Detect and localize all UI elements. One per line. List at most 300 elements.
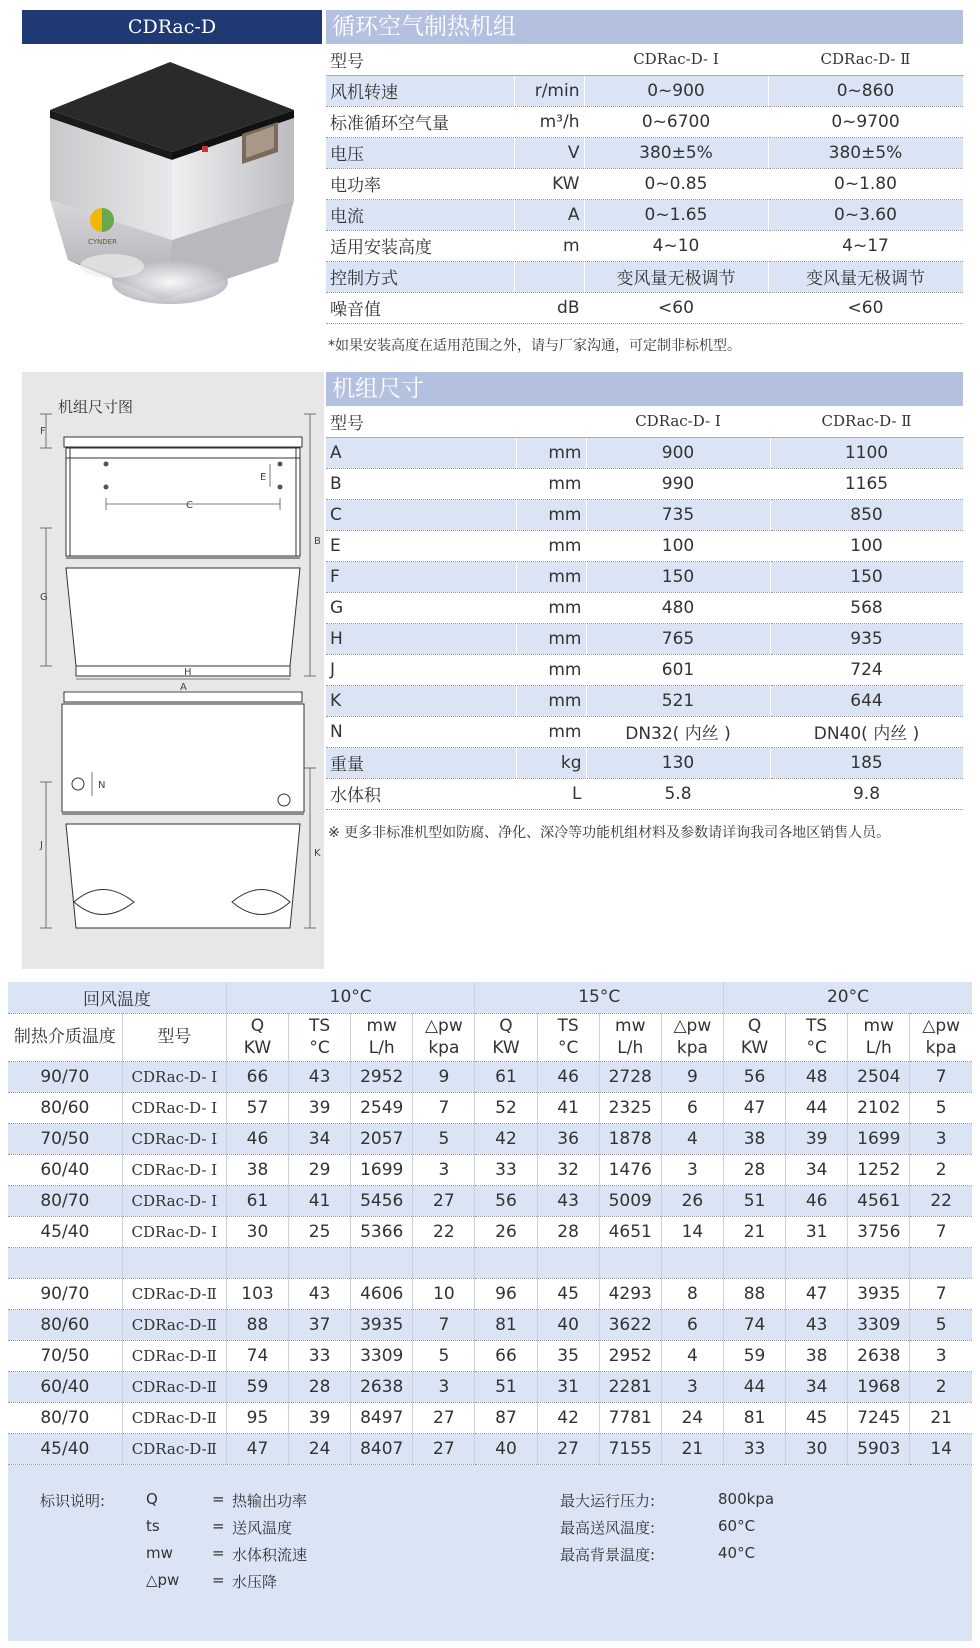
perf-value: 7 bbox=[413, 1309, 475, 1340]
spec-row-value1: 0~1.65 bbox=[584, 199, 768, 230]
dims-row bbox=[326, 747, 963, 778]
perf-value: 3935 bbox=[351, 1309, 413, 1340]
spec-row-label: 标准循环空气量 bbox=[326, 106, 514, 137]
perf-value bbox=[599, 1247, 661, 1278]
dims-row-value1: 765 bbox=[586, 623, 770, 654]
perf-value bbox=[475, 1247, 537, 1278]
perf-value: 6 bbox=[661, 1092, 723, 1123]
temp-header-10: 10°C bbox=[226, 982, 475, 1013]
temp-header-15: 15°C bbox=[475, 982, 724, 1013]
legend-description: 热输出功率 bbox=[232, 1492, 308, 1510]
perf-value: 7 bbox=[413, 1092, 475, 1123]
perf-value: 56 bbox=[723, 1061, 785, 1092]
perf-value: 38 bbox=[723, 1123, 785, 1154]
perf-subheader-unit: KW bbox=[740, 1038, 769, 1058]
dim-label-e: E bbox=[260, 472, 267, 483]
perf-value: 3 bbox=[910, 1123, 972, 1154]
perf-value: 2728 bbox=[599, 1061, 661, 1092]
perf-value: 3 bbox=[413, 1371, 475, 1402]
dims-row bbox=[326, 437, 963, 468]
dims-section-header: 机组尺寸 bbox=[326, 372, 963, 406]
dims-row-value1: 480 bbox=[586, 592, 770, 623]
dims-row-unit: mm bbox=[516, 437, 586, 468]
perf-value: 27 bbox=[537, 1433, 599, 1464]
dims-row-value1: 990 bbox=[586, 468, 770, 499]
legend-equals: = bbox=[212, 1544, 225, 1562]
perf-value: 2504 bbox=[848, 1061, 910, 1092]
perf-value: 56 bbox=[475, 1185, 537, 1216]
spec-row-value2: <60 bbox=[768, 292, 963, 323]
perf-value: 14 bbox=[661, 1216, 723, 1247]
perf-value: 7 bbox=[910, 1278, 972, 1309]
dims-row-value2: DN40( 内丝 ) bbox=[770, 716, 963, 747]
spec-row-value2: 0~3.60 bbox=[768, 199, 963, 230]
perf-row bbox=[8, 1309, 972, 1340]
perf-value: 3622 bbox=[599, 1309, 661, 1340]
perf-value: 27 bbox=[413, 1433, 475, 1464]
perf-value: 88 bbox=[226, 1309, 288, 1340]
spec-row-label: 适用安装高度 bbox=[326, 230, 514, 261]
perf-value: 3756 bbox=[848, 1216, 910, 1247]
dims-row-value2: 100 bbox=[770, 530, 963, 561]
perf-value: 39 bbox=[786, 1123, 848, 1154]
perf-model: CDRac-D-Ⅱ bbox=[122, 1278, 226, 1309]
dims-row-value1: 5.8 bbox=[586, 778, 770, 809]
perf-value: 24 bbox=[661, 1402, 723, 1433]
spec-row-value1: <60 bbox=[584, 292, 768, 323]
perf-value bbox=[661, 1247, 723, 1278]
spec-header-model1: CDRac-D- Ⅰ bbox=[584, 44, 768, 75]
dim-label-k: K bbox=[314, 848, 321, 859]
spec-row-label: 电压 bbox=[326, 137, 514, 168]
perf-subheader-unit: °C bbox=[557, 1038, 579, 1058]
perf-model: CDRac-D-Ⅱ bbox=[122, 1433, 226, 1464]
perf-subheader bbox=[475, 1013, 537, 1061]
dims-row-label: 水体积 bbox=[326, 778, 516, 809]
perf-model: CDRac-D- Ⅰ bbox=[122, 1154, 226, 1185]
perf-value: 41 bbox=[537, 1092, 599, 1123]
perf-value: 87 bbox=[475, 1402, 537, 1433]
spec-row-value2: 380±5% bbox=[768, 137, 963, 168]
legend-description: 送风温度 bbox=[232, 1519, 293, 1537]
dims-header-model2: CDRac-D- Ⅱ bbox=[770, 406, 963, 437]
dims-row-value2: 850 bbox=[770, 499, 963, 530]
spec-row-value1: 380±5% bbox=[584, 137, 768, 168]
perf-value: 43 bbox=[289, 1278, 351, 1309]
perf-value bbox=[289, 1247, 351, 1278]
dims-row-value2: 150 bbox=[770, 561, 963, 592]
perf-value: 61 bbox=[226, 1185, 288, 1216]
perf-value: 66 bbox=[475, 1340, 537, 1371]
spec-row-unit: dB bbox=[514, 292, 584, 323]
perf-value: 46 bbox=[786, 1185, 848, 1216]
perf-value: 2 bbox=[910, 1154, 972, 1185]
perf-value: 5903 bbox=[848, 1433, 910, 1464]
dims-row-value1: 601 bbox=[586, 654, 770, 685]
perf-subheader-top: TS bbox=[557, 1016, 579, 1036]
perf-value: 8497 bbox=[351, 1402, 413, 1433]
perf-model: CDRac-D- Ⅰ bbox=[122, 1061, 226, 1092]
dims-row bbox=[326, 561, 963, 592]
perf-value: 14 bbox=[910, 1433, 972, 1464]
dim-label-g: G bbox=[40, 592, 48, 603]
perf-medium-temp: 80/60 bbox=[8, 1309, 122, 1340]
perf-value: 45 bbox=[786, 1402, 848, 1433]
perf-value: 30 bbox=[226, 1216, 288, 1247]
perf-value: 36 bbox=[537, 1123, 599, 1154]
spec-row-value2: 0~9700 bbox=[768, 106, 963, 137]
perf-value bbox=[226, 1247, 288, 1278]
perf-value bbox=[537, 1247, 599, 1278]
dims-row-unit: mm bbox=[516, 654, 586, 685]
spec-row bbox=[326, 75, 963, 106]
dims-row-value2: 1100 bbox=[770, 437, 963, 468]
perf-value: 43 bbox=[537, 1185, 599, 1216]
perf-subheader-unit: KW bbox=[243, 1038, 272, 1058]
spec-row-unit: m bbox=[514, 230, 584, 261]
dims-row bbox=[326, 530, 963, 561]
perf-value: 74 bbox=[723, 1309, 785, 1340]
spec-row-value2: 0~1.80 bbox=[768, 168, 963, 199]
perf-value: 51 bbox=[723, 1185, 785, 1216]
perf-value: 5009 bbox=[599, 1185, 661, 1216]
perf-value: 48 bbox=[786, 1061, 848, 1092]
perf-value: 42 bbox=[537, 1402, 599, 1433]
perf-value: 47 bbox=[226, 1433, 288, 1464]
perf-value: 32 bbox=[537, 1154, 599, 1185]
perf-value: 81 bbox=[723, 1402, 785, 1433]
perf-subheader bbox=[413, 1013, 475, 1061]
dims-row-value1: 521 bbox=[586, 685, 770, 716]
spec-row-unit: KW bbox=[514, 168, 584, 199]
perf-value: 4 bbox=[661, 1340, 723, 1371]
perf-value: 1476 bbox=[599, 1154, 661, 1185]
perf-value: 21 bbox=[661, 1433, 723, 1464]
perf-value: 28 bbox=[289, 1371, 351, 1402]
dimension-drawing bbox=[22, 372, 324, 969]
perf-value: 34 bbox=[289, 1123, 351, 1154]
dims-row-label: A bbox=[326, 437, 516, 468]
perf-value: 59 bbox=[226, 1371, 288, 1402]
perf-value: 43 bbox=[786, 1309, 848, 1340]
perf-value: 2638 bbox=[848, 1340, 910, 1371]
legend-description: 水压降 bbox=[232, 1573, 278, 1591]
perf-subheader-top: △pw bbox=[673, 1016, 712, 1036]
perf-row bbox=[8, 1371, 972, 1402]
perf-value: 3 bbox=[413, 1154, 475, 1185]
perf-row bbox=[8, 1092, 972, 1123]
dims-row-unit: mm bbox=[516, 468, 586, 499]
perf-subheader-top: mw bbox=[863, 1016, 894, 1036]
dims-row-label: N bbox=[326, 716, 516, 747]
perf-value: 61 bbox=[475, 1061, 537, 1092]
legend-symbol: mw bbox=[146, 1544, 173, 1562]
dims-row-label: F bbox=[326, 561, 516, 592]
spec-row-value1: 0~6700 bbox=[584, 106, 768, 137]
perf-value: 66 bbox=[226, 1061, 288, 1092]
spec-row-value1: 变风量无极调节 bbox=[584, 261, 768, 292]
perf-row bbox=[8, 1433, 972, 1464]
spec-row-label: 电流 bbox=[326, 199, 514, 230]
perf-value: 57 bbox=[226, 1092, 288, 1123]
perf-value: 3309 bbox=[351, 1340, 413, 1371]
perf-value: 2952 bbox=[599, 1340, 661, 1371]
legend-title: 标识说明: bbox=[40, 1492, 106, 1510]
perf-value: 4561 bbox=[848, 1185, 910, 1216]
perf-value: 1699 bbox=[351, 1154, 413, 1185]
perf-value: 1699 bbox=[848, 1123, 910, 1154]
brand-logo-text: CYNDER bbox=[88, 238, 117, 246]
perf-model-label: 型号 bbox=[122, 1013, 226, 1061]
dims-row bbox=[326, 685, 963, 716]
perf-value: 31 bbox=[537, 1371, 599, 1402]
perf-value: 5 bbox=[910, 1092, 972, 1123]
perf-value: 33 bbox=[289, 1340, 351, 1371]
perf-value: 51 bbox=[475, 1371, 537, 1402]
dims-row-label: 重量 bbox=[326, 747, 516, 778]
dims-row-unit: mm bbox=[516, 592, 586, 623]
dim-label-c: C bbox=[186, 500, 193, 511]
perf-value: 7 bbox=[910, 1061, 972, 1092]
perf-row bbox=[8, 1402, 972, 1433]
perf-value: 27 bbox=[413, 1185, 475, 1216]
spec-note: *如果安装高度在适用范围之外，请与厂家沟通，可定制非标机型。 bbox=[328, 338, 741, 354]
perf-value: 74 bbox=[226, 1340, 288, 1371]
dims-row-value2: 568 bbox=[770, 592, 963, 623]
perf-value: 9 bbox=[413, 1061, 475, 1092]
legend-symbol: Q bbox=[146, 1490, 158, 1508]
perf-model: CDRac-D-Ⅱ bbox=[122, 1340, 226, 1371]
dims-row-value1: 150 bbox=[586, 561, 770, 592]
perf-value: 35 bbox=[537, 1340, 599, 1371]
temp-header-20: 20°C bbox=[723, 982, 972, 1013]
spec-row bbox=[326, 137, 963, 168]
dims-row-value2: 724 bbox=[770, 654, 963, 685]
perf-value: 4293 bbox=[599, 1278, 661, 1309]
spec-row-value1: 0~900 bbox=[584, 75, 768, 106]
dims-row bbox=[326, 623, 963, 654]
medium-temp-label: 制热介质温度 bbox=[8, 1013, 122, 1061]
perf-value: 4 bbox=[661, 1123, 723, 1154]
dims-row-unit: mm bbox=[516, 716, 586, 747]
spec-header-label: 型号 bbox=[326, 44, 514, 75]
perf-subheader-top: TS bbox=[309, 1016, 331, 1036]
perf-subheader-unit: L/h bbox=[865, 1038, 892, 1058]
perf-model: CDRac-D-Ⅱ bbox=[122, 1371, 226, 1402]
perf-value: 2638 bbox=[351, 1371, 413, 1402]
dims-row-label: B bbox=[326, 468, 516, 499]
dims-row-value1: DN32( 内丝 ) bbox=[586, 716, 770, 747]
spec-row-unit: r/min bbox=[514, 75, 584, 106]
perf-subheader-unit: KW bbox=[492, 1038, 520, 1058]
perf-row bbox=[8, 1061, 972, 1092]
spec-row-value1: 4~10 bbox=[584, 230, 768, 261]
perf-medium-temp: 90/70 bbox=[8, 1061, 122, 1092]
perf-model: CDRac-D- Ⅰ bbox=[122, 1185, 226, 1216]
dims-row-label: J bbox=[326, 654, 516, 685]
legend-limit-label: 最高背景温度: bbox=[560, 1546, 656, 1564]
perf-value: 26 bbox=[475, 1216, 537, 1247]
dims-row bbox=[326, 778, 963, 809]
perf-value: 33 bbox=[475, 1154, 537, 1185]
perf-value: 7245 bbox=[848, 1402, 910, 1433]
perf-value: 9 bbox=[661, 1061, 723, 1092]
perf-value: 27 bbox=[413, 1402, 475, 1433]
perf-subheader bbox=[537, 1013, 599, 1061]
dims-row-unit: L bbox=[516, 778, 586, 809]
perf-medium-temp: 45/40 bbox=[8, 1433, 122, 1464]
dims-row-unit: mm bbox=[516, 499, 586, 530]
perf-subheader bbox=[351, 1013, 413, 1061]
dims-row-unit: mm bbox=[516, 685, 586, 716]
perf-value: 1252 bbox=[848, 1154, 910, 1185]
perf-value: 5 bbox=[910, 1309, 972, 1340]
perf-subheader bbox=[786, 1013, 848, 1061]
dims-header-unit bbox=[516, 406, 586, 437]
spec-row-unit bbox=[514, 261, 584, 292]
perf-subheader-unit: kpa bbox=[676, 1038, 708, 1058]
perf-model: CDRac-D-Ⅱ bbox=[122, 1402, 226, 1433]
perf-value: 38 bbox=[786, 1340, 848, 1371]
perf-row bbox=[8, 1247, 972, 1278]
perf-subheader bbox=[661, 1013, 723, 1061]
perf-subheader-top: mw bbox=[366, 1016, 397, 1036]
perf-value: 21 bbox=[910, 1402, 972, 1433]
perf-model bbox=[122, 1247, 226, 1278]
perf-value: 1968 bbox=[848, 1371, 910, 1402]
perf-subheader-top: Q bbox=[250, 1016, 265, 1036]
spec-row-unit: V bbox=[514, 137, 584, 168]
perf-row bbox=[8, 1340, 972, 1371]
perf-row bbox=[8, 1185, 972, 1216]
dims-row-label: H bbox=[326, 623, 516, 654]
dims-row bbox=[326, 468, 963, 499]
perf-row bbox=[8, 1278, 972, 1309]
perf-subheader-unit: kpa bbox=[428, 1038, 460, 1058]
legend-limit-value: 60°C bbox=[718, 1517, 756, 1535]
perf-value: 30 bbox=[786, 1433, 848, 1464]
spec-row-unit: A bbox=[514, 199, 584, 230]
spec-row-value2: 变风量无极调节 bbox=[768, 261, 963, 292]
dims-row-unit: mm bbox=[516, 561, 586, 592]
dim-label-h: H bbox=[184, 667, 192, 678]
dim-label-n: N bbox=[98, 780, 106, 791]
spec-header-unit bbox=[514, 44, 584, 75]
model-name-banner: CDRac-D bbox=[22, 10, 322, 44]
perf-model: CDRac-D- Ⅰ bbox=[122, 1123, 226, 1154]
perf-value: 46 bbox=[226, 1123, 288, 1154]
perf-subheader-unit: °C bbox=[806, 1038, 827, 1058]
dims-row bbox=[326, 592, 963, 623]
dims-header-model1: CDRac-D- Ⅰ bbox=[586, 406, 770, 437]
perf-value: 8 bbox=[661, 1278, 723, 1309]
perf-subheader-top: Q bbox=[747, 1016, 762, 1036]
perf-subheader-unit: L/h bbox=[617, 1038, 644, 1058]
perf-value: 44 bbox=[786, 1092, 848, 1123]
perf-medium-temp: 60/40 bbox=[8, 1371, 122, 1402]
dims-row-label: C bbox=[326, 499, 516, 530]
spec-row bbox=[326, 168, 963, 199]
perf-medium-temp: 80/70 bbox=[8, 1185, 122, 1216]
perf-value: 88 bbox=[723, 1278, 785, 1309]
dim-label-b: B bbox=[314, 536, 321, 547]
dims-row-value1: 735 bbox=[586, 499, 770, 530]
perf-subheader-unit: L/h bbox=[368, 1038, 395, 1058]
perf-value: 31 bbox=[786, 1216, 848, 1247]
perf-medium-temp: 70/50 bbox=[8, 1123, 122, 1154]
dims-row-value2: 9.8 bbox=[770, 778, 963, 809]
perf-subheader bbox=[910, 1013, 972, 1061]
perf-value: 26 bbox=[661, 1185, 723, 1216]
perf-value: 47 bbox=[786, 1278, 848, 1309]
perf-subheader-top: TS bbox=[806, 1016, 828, 1036]
perf-value: 103 bbox=[226, 1278, 288, 1309]
legend-limit-value: 800kpa bbox=[718, 1490, 775, 1508]
legend-limit-value: 40°C bbox=[718, 1544, 756, 1562]
spec-row bbox=[326, 199, 963, 230]
perf-value: 25 bbox=[289, 1216, 351, 1247]
performance-table bbox=[8, 982, 972, 1465]
perf-value: 37 bbox=[289, 1309, 351, 1340]
spec-header-model2: CDRac-D- Ⅱ bbox=[768, 44, 963, 75]
dims-row-unit: kg bbox=[516, 747, 586, 778]
perf-value: 5 bbox=[413, 1340, 475, 1371]
perf-value: 3 bbox=[661, 1154, 723, 1185]
perf-value bbox=[848, 1247, 910, 1278]
perf-value bbox=[723, 1247, 785, 1278]
perf-medium-temp: 80/70 bbox=[8, 1402, 122, 1433]
dims-row-value2: 644 bbox=[770, 685, 963, 716]
spec-row-label: 风机转速 bbox=[326, 75, 514, 106]
perf-value: 81 bbox=[475, 1309, 537, 1340]
perf-value: 2325 bbox=[599, 1092, 661, 1123]
dims-row-label: E bbox=[326, 530, 516, 561]
spec-row-label: 噪音值 bbox=[326, 292, 514, 323]
spec-row bbox=[326, 106, 963, 137]
return-air-temp-label: 回风温度 bbox=[8, 982, 226, 1013]
perf-value: 2281 bbox=[599, 1371, 661, 1402]
dims-row-label: G bbox=[326, 592, 516, 623]
perf-subheader bbox=[226, 1013, 288, 1061]
dims-row-value2: 935 bbox=[770, 623, 963, 654]
perf-value: 96 bbox=[475, 1278, 537, 1309]
perf-value: 29 bbox=[289, 1154, 351, 1185]
spec-row-label: 控制方式 bbox=[326, 261, 514, 292]
spec-section-header: 循环空气制热机组 bbox=[326, 10, 963, 44]
perf-value bbox=[413, 1247, 475, 1278]
legend-symbol: △pw bbox=[146, 1571, 180, 1589]
perf-value: 38 bbox=[226, 1154, 288, 1185]
legend-limit-label: 最高送风温度: bbox=[560, 1519, 656, 1537]
dimension-drawing-title: 机组尺寸图 bbox=[58, 398, 134, 416]
perf-subheader bbox=[723, 1013, 785, 1061]
legend-description: 水体积流速 bbox=[232, 1546, 308, 1564]
dims-row bbox=[326, 716, 963, 747]
dims-row-value1: 100 bbox=[586, 530, 770, 561]
legend-limit-label: 最大运行压力: bbox=[560, 1492, 656, 1510]
spec-row bbox=[326, 261, 963, 292]
perf-model: CDRac-D- Ⅰ bbox=[122, 1216, 226, 1247]
perf-value: 22 bbox=[413, 1216, 475, 1247]
perf-value: 39 bbox=[289, 1092, 351, 1123]
perf-model: CDRac-D- Ⅰ bbox=[122, 1092, 226, 1123]
perf-subheader bbox=[289, 1013, 351, 1061]
perf-value: 24 bbox=[289, 1433, 351, 1464]
perf-value: 3935 bbox=[848, 1278, 910, 1309]
perf-medium-temp: 90/70 bbox=[8, 1278, 122, 1309]
perf-value: 10 bbox=[413, 1278, 475, 1309]
perf-value: 45 bbox=[537, 1278, 599, 1309]
